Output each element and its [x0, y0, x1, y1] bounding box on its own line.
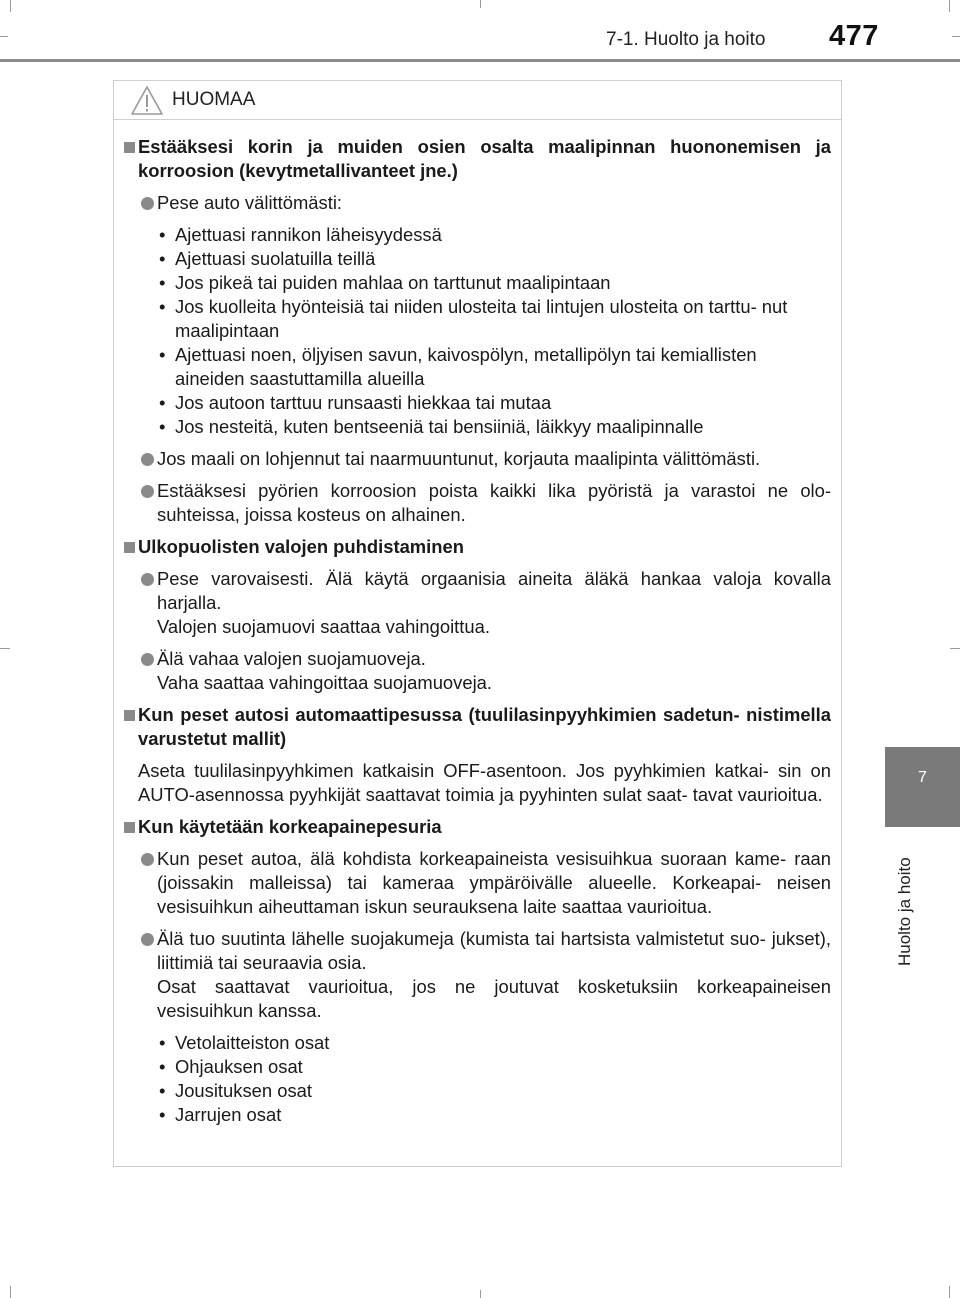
- running-header: 7-1. Huolto ja hoito: [606, 29, 766, 50]
- crop-mark: [0, 36, 8, 37]
- chapter-title-text: Huolto ja hoito: [895, 857, 914, 966]
- circle-bullet-icon: [141, 653, 154, 666]
- bullet-item: • Jos autoon tarttuu runsaasti hiekkaa tai mutaa: [114, 391, 843, 415]
- chapter-tab: [885, 747, 960, 827]
- list-item: Pese auto välittömästi:: [114, 191, 843, 215]
- crop-mark: [480, 0, 481, 8]
- crop-mark: [949, 1286, 950, 1298]
- bullet-item: • Jos kuolleita hyönteisiä tai niiden ulosteita tai lintujen ulosteita on tarttu- nut maalipintaan: [114, 295, 843, 343]
- square-marker-icon: [124, 822, 135, 833]
- bullet-item: • Ajettuasi suolatuilla teillä: [114, 247, 843, 271]
- chapter-number: 7: [918, 769, 927, 786]
- crop-mark: [10, 0, 11, 12]
- crop-mark: [952, 36, 960, 37]
- circle-bullet-icon: [141, 573, 154, 586]
- warning-triangle-icon: [130, 85, 164, 117]
- circle-bullet-icon: [141, 853, 154, 866]
- square-marker-icon: [124, 542, 135, 553]
- bullet-list: [114, 1031, 843, 1127]
- bullet-item: • Jarrujen osat: [114, 1103, 843, 1127]
- bullet-item: • Vetolaitteiston osat: [114, 1031, 843, 1055]
- bullet-item: • Jos pikeä tai puiden mahlaa on tarttunut maalipintaan: [114, 271, 843, 295]
- section-heading: Ulkopuolisten valojen puhdistaminen: [114, 535, 843, 559]
- square-marker-icon: [124, 142, 135, 153]
- list-item: Älä vahaa valojen suojamuoveja. Vaha saattaa vahingoittaa suojamuoveja.: [114, 647, 843, 695]
- circle-bullet-icon: [141, 453, 154, 466]
- list-item: Älä tuo suutinta lähelle suojakumeja (kumista tai hartsista valmistetut suo- jukset), liittimiä tai seuraavia osia. Osat saattavat vaurioitua, jos ne joutuvat kosketuksiin korkeapaineisen vesisuihkun kanssa.: [114, 927, 843, 1023]
- crop-mark: [480, 1290, 481, 1298]
- notice-content: [114, 135, 843, 1135]
- section-heading: Kun peset autosi automaattipesussa (tuulilasinpyyhkimien sadetun- nistimella varustetut mallit): [114, 703, 843, 751]
- bullet-item: • Ajettuasi rannikon läheisyydessä: [114, 223, 843, 247]
- chapter-side-title: [894, 838, 922, 968]
- circle-bullet-icon: [141, 933, 154, 946]
- notice-box: [113, 80, 842, 1167]
- page-number: 477: [829, 20, 879, 52]
- section-paragraph: Aseta tuulilasinpyyhkimen katkaisin OFF-asentoon. Jos pyyhkimien katkai- sin on AUTO-asennossa pyyhkijät saattavat toimia ja pyyhinten sulat saat- tavat vaurioitua.: [138, 760, 831, 805]
- circle-bullet-icon: [141, 197, 154, 210]
- bullet-list: [114, 223, 843, 439]
- bullet-item: • Jousituksen osat: [114, 1079, 843, 1103]
- list-item: Jos maali on lohjennut tai naarmuuntunut, korjauta maalipinta välittömästi.: [114, 447, 843, 471]
- crop-mark: [950, 648, 960, 649]
- section-heading: Kun käytetään korkeapainepesuria: [114, 815, 843, 839]
- bullet-item: • Ajettuasi noen, öljyisen savun, kaivospölyn, metallipölyn tai kemiallisten aineiden saastuttamilla alueilla: [114, 343, 843, 391]
- list-item: Estääksesi pyörien korroosion poista kaikki lika pyöristä ja varastoi ne olo- suhteissa, joissa kosteus on alhainen.: [114, 479, 843, 527]
- square-marker-icon: [124, 710, 135, 721]
- bullet-item: • Jos nesteitä, kuten bentseeniä tai bensiiniä, läikkyy maalipinnalle: [114, 415, 843, 439]
- bullet-item: • Ohjauksen osat: [114, 1055, 843, 1079]
- header-rule: [0, 59, 960, 62]
- crop-mark: [10, 1286, 11, 1298]
- crop-mark: [949, 0, 950, 12]
- notice-header: [114, 81, 841, 120]
- crop-mark: [0, 648, 10, 649]
- list-item: Kun peset autoa, älä kohdista korkeapaineista vesisuihkua suoraan kame- raan (joissakin malleissa) tai kameraa ympäröivälle alueelle. Korkeapai- neisen vesisuihkun aiheuttaman iskun seurauksena laite saattaa vaurioitua.: [114, 847, 843, 919]
- section-heading: Estääksesi korin ja muiden osien osalta maalipinnan huononemisen ja korroosion (kevytmetallivanteet jne.): [114, 135, 843, 183]
- circle-bullet-icon: [141, 485, 154, 498]
- notice-title: HUOMAA: [172, 89, 256, 110]
- list-item: Pese varovaisesti. Älä käytä orgaanisia aineita äläkä hankaa valoja kovalla harjalla. Valojen suojamuovi saattaa vahingoittua.: [114, 567, 843, 639]
